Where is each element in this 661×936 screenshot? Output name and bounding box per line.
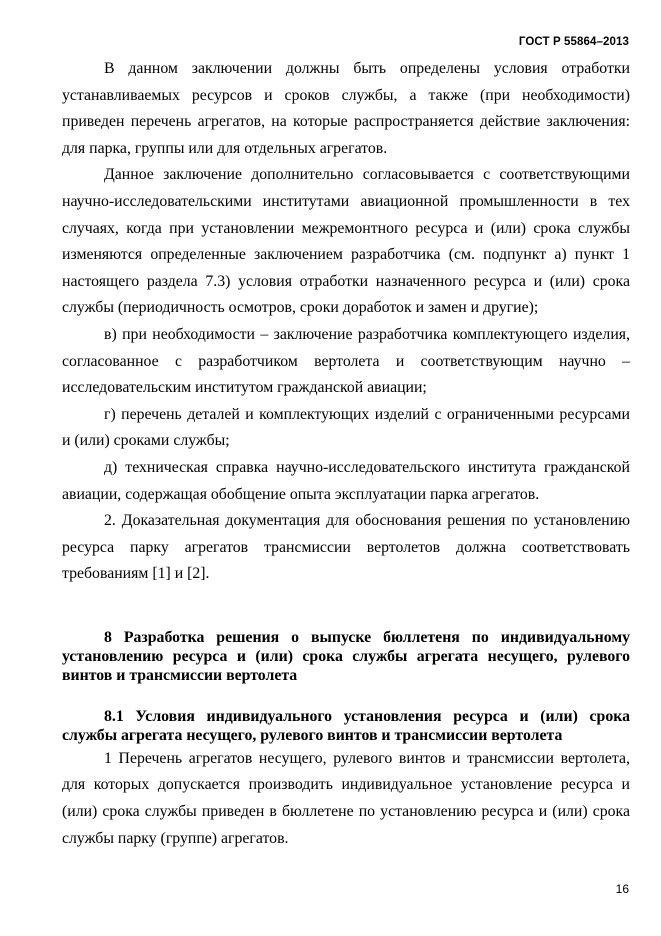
paragraph-conclusion-conditions: В данном заключении должны быть определены условия отработки устанавливаемых ресурсов и сроков службы, а также (при необходимости) приведен перечень агрегатов, на которые распространяется действие заключения: для парка, группы или для отдельных агрегатов. [62,60,630,157]
page-number: 16 [615,882,629,896]
subsection-heading-8-1: 8.1 Условия индивидуального установления ресурса и (или) срока службы агрегата несущего, рулевого винтов и трансмиссии вертолета [62,707,630,744]
list-item-d: д) техническая справка научно-исследовательского института гражданской авиации, содержащая обобщение опыта эксплуатации парка агрегатов. [62,458,630,503]
document-body [62,56,630,852]
section-heading-8: 8 Разработка решения о выпуске бюллетеня по индивидуальному установлению ресурса и (или) срока службы агрегата несущего, рулевого винтов и трансмиссии вертолета [62,628,630,684]
paragraph-aggregate-list: 1 Перечень агрегатов несущего, рулевого винтов и трансмиссии вертолета, для которых допускается производить индивидуальное установление ресурса и (или) срока службы приведен в бюллетене по установлению ресурса и (или) срока службы парку (группе) агрегатов. [62,749,630,847]
standard-header: ГОСТ Р 55864–2013 [518,36,629,48]
paragraph-evidence-docs: 2. Доказательная документация для обоснования решения по установлению ресурса парку агрегатов трансмиссии вертолетов должна соответствовать требованиям [1] и [2]. [62,512,630,583]
list-item-g: г) перечень деталей и комплектующих изделий с ограниченными ресурсами и (или) сроками службы; [62,405,630,450]
paragraph-agreement-institutes: Данное заключение дополнительно согласовывается с соответствующими научно-исследовательскими институтами авиационной промышленности в тех случаях, когда при установлении межремонтного ресурса и (или) срока службы изменяются определенные заключением разработчика (см. подпункт а) пункт 1 настоящего раздела 7.3) условия отработки назначенного ресурса и (или) срока службы (периодичность осмотров, сроки доработок и замен и другие); [62,166,630,317]
list-item-v: в) при необходимости – заключение разработчика комплектующего изделия, согласованное с разработчиком вертолета и соответствующим научно – исследовательским институтом гражданской авиации; [62,325,630,397]
